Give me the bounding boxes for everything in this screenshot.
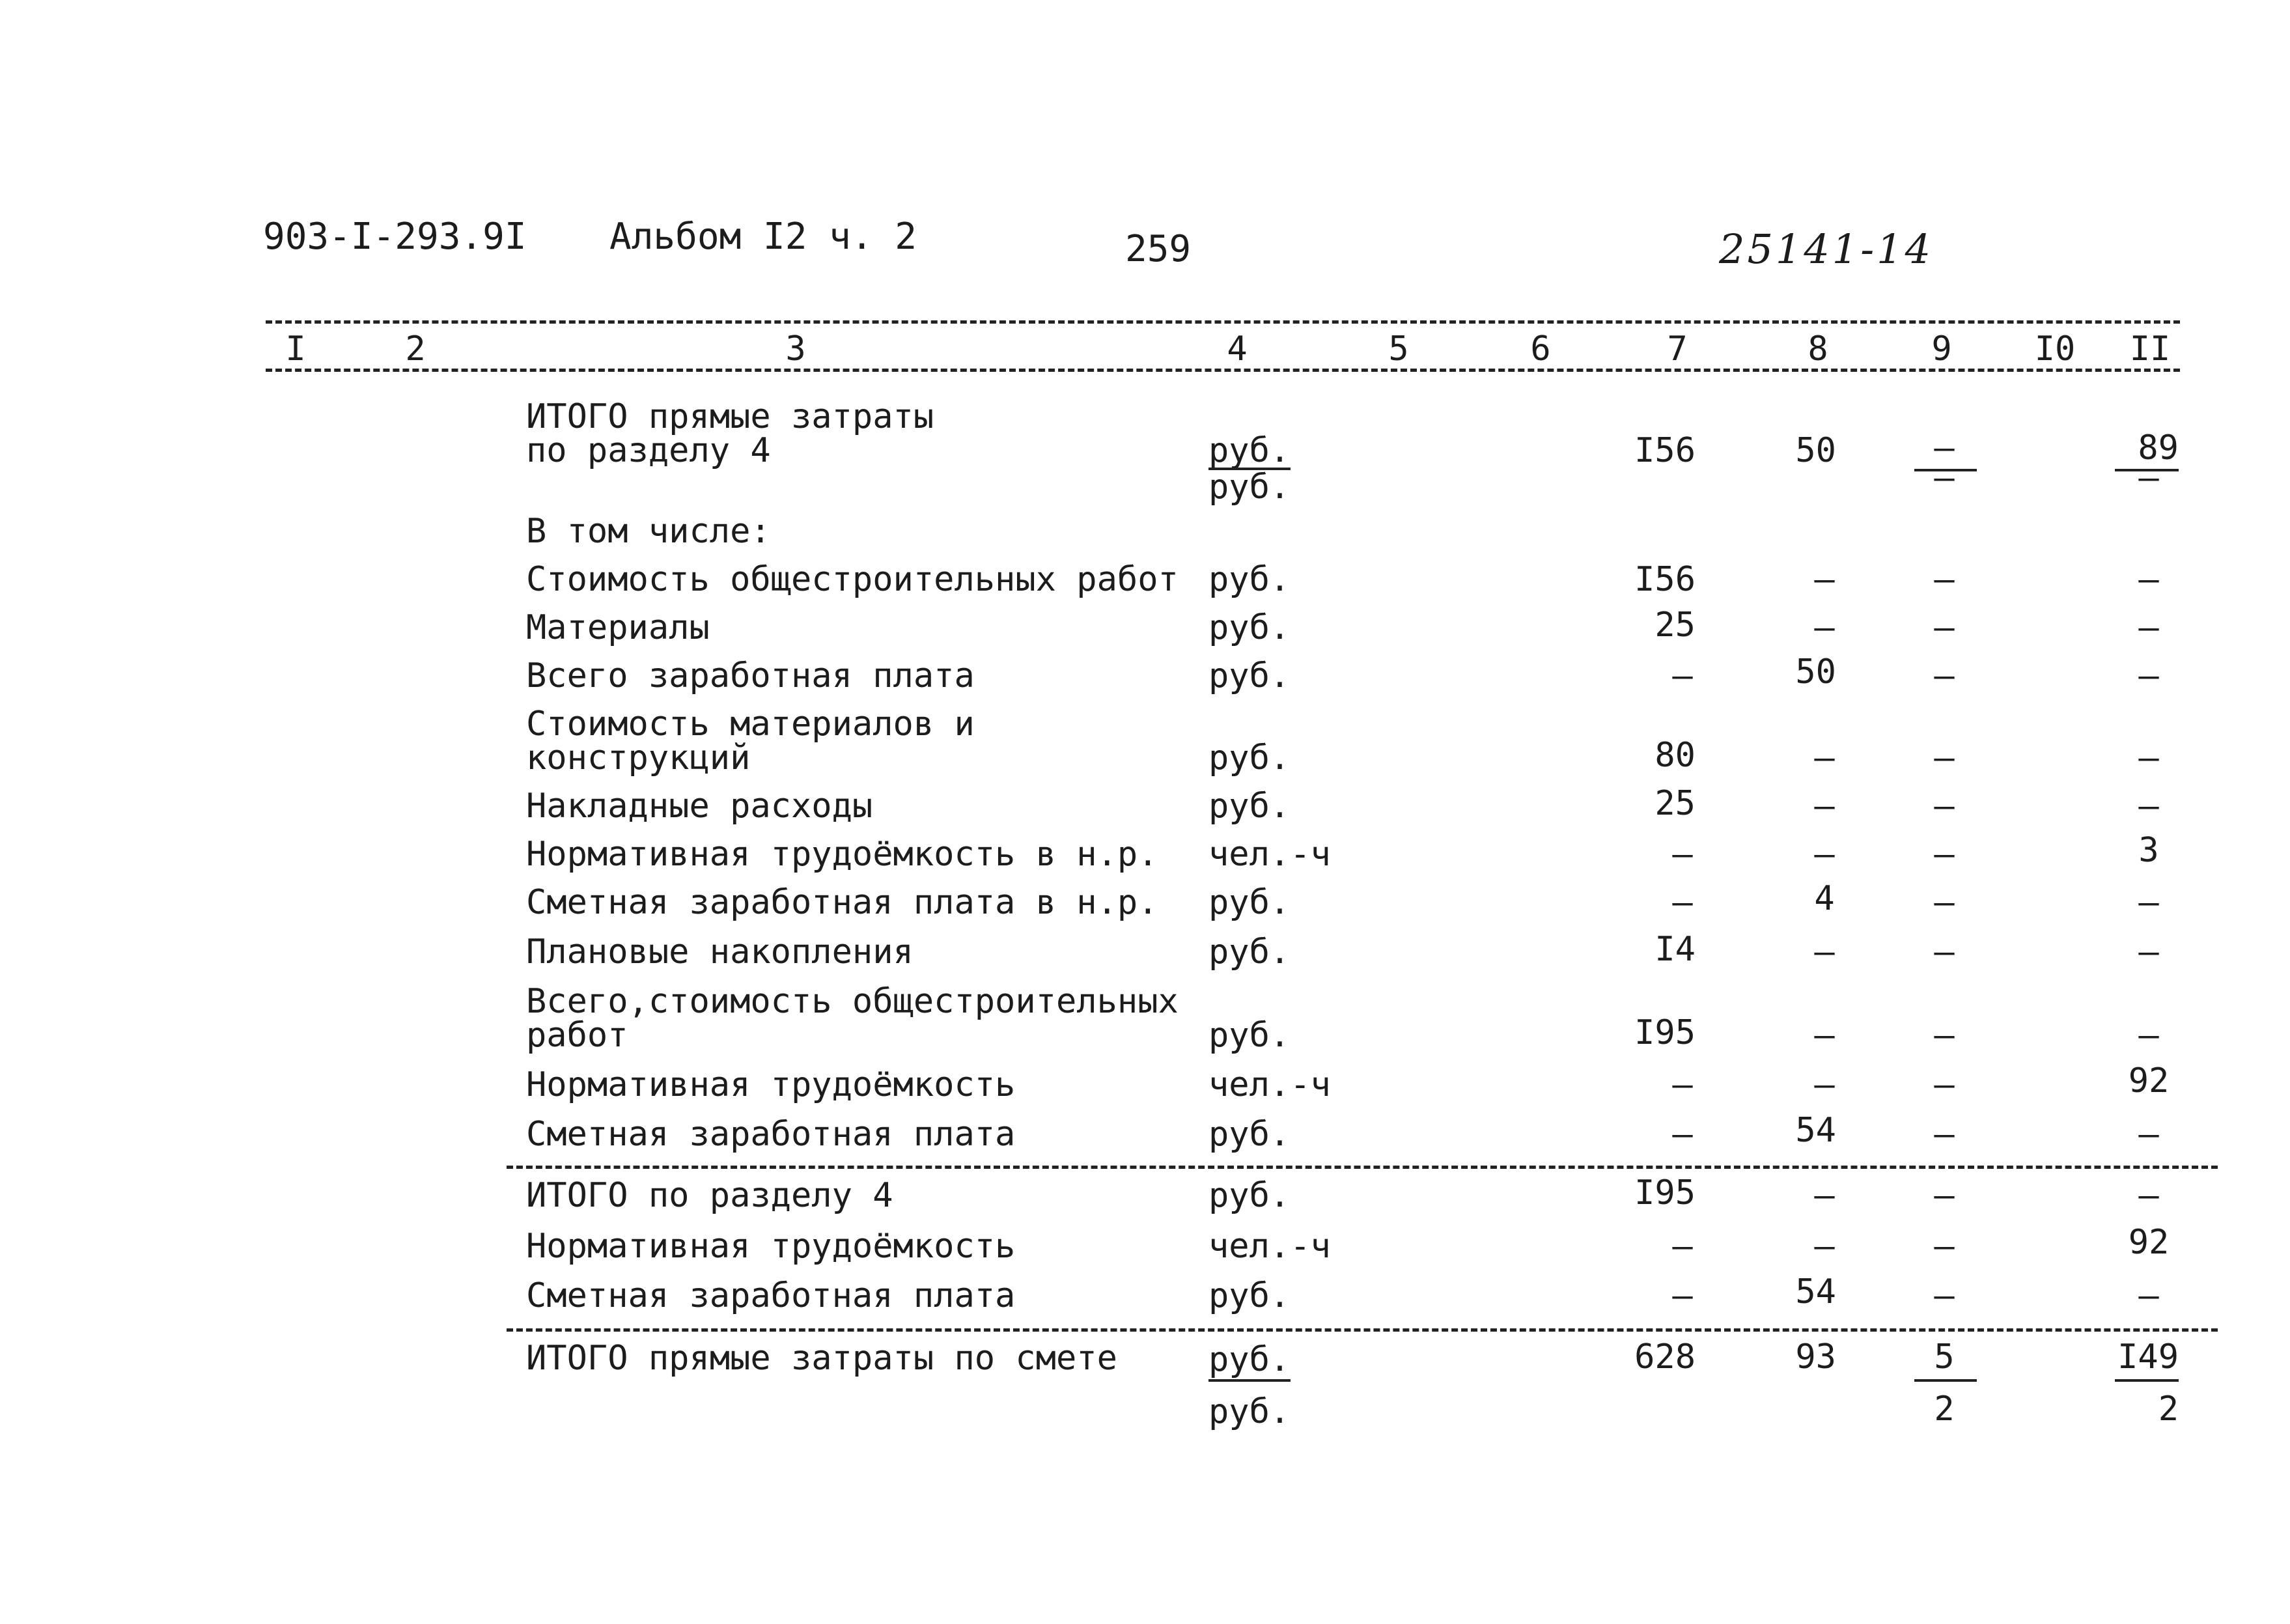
- cell-col11: –: [2138, 656, 2159, 695]
- row-name-line: Сметная заработная плата: [526, 1115, 1016, 1154]
- cell-col8: –: [1814, 1227, 1835, 1266]
- cell-col11: –: [2138, 883, 2159, 922]
- cell-col9: –: [1934, 656, 1955, 695]
- column-header-9: 9: [1931, 329, 1952, 369]
- cell-col9: –: [1934, 932, 1955, 972]
- row-unit-denominator: руб.: [1208, 1392, 1291, 1431]
- cell-col11-denominator: 2: [2158, 1390, 2179, 1429]
- cell-col9: –: [1934, 1065, 1955, 1104]
- handwritten-reference: 25141-14: [1719, 225, 1934, 273]
- cell-col7: –: [1672, 883, 1693, 922]
- cell-col7: 628: [1634, 1337, 1696, 1377]
- cell-col9: –: [1934, 1176, 1955, 1215]
- row-name-line: ИТОГО прямые затраты: [526, 397, 934, 436]
- cell-col7: I56: [1634, 560, 1696, 599]
- fraction-line: [1914, 1379, 1977, 1382]
- cell-col9: –: [1934, 738, 1955, 777]
- row-unit: руб.: [1208, 932, 1291, 972]
- row-unit: руб.: [1208, 1016, 1291, 1055]
- row-name-line: Материалы: [526, 608, 710, 647]
- cell-col11: –: [2138, 560, 2159, 599]
- row-unit: руб.: [1208, 608, 1291, 647]
- row-unit: руб.: [1208, 656, 1291, 695]
- cell-col8: –: [1814, 738, 1835, 777]
- cell-col8: –: [1814, 560, 1835, 599]
- row-name-line: ИТОГО по разделу 4: [526, 1176, 893, 1215]
- row-name-line: Нормативная трудоёмкость в н.р.: [526, 835, 1158, 874]
- row-name-line: Стоимость общестроительных работ: [526, 560, 1179, 599]
- row-name-line: по разделу 4: [526, 431, 771, 470]
- cell-col7: –: [1672, 1065, 1693, 1104]
- row-unit: руб.: [1208, 1276, 1291, 1315]
- cell-col9: –: [1934, 883, 1955, 922]
- row-name-line: ИТОГО прямые затраты по смете: [526, 1339, 1117, 1378]
- cell-col9: –: [1934, 1115, 1955, 1154]
- cell-col11: –: [2138, 787, 2159, 826]
- header-top-rule: [266, 320, 2180, 324]
- column-header-5: 5: [1388, 329, 1409, 369]
- cell-col7: 25: [1655, 784, 1696, 823]
- row-name-line: Нормативная трудоёмкость: [526, 1227, 1016, 1266]
- cell-col9: –: [1934, 560, 1955, 599]
- row-unit: чел.-ч: [1208, 835, 1331, 874]
- cell-col7: I4: [1655, 930, 1696, 969]
- row-name-line: Всего,стоимость общестроительных: [526, 982, 1179, 1021]
- cell-col11: –: [2138, 1115, 2159, 1154]
- cell-col8: –: [1814, 787, 1835, 826]
- cell-col9: –: [1934, 835, 1955, 874]
- cell-col11: I49: [2117, 1337, 2179, 1377]
- column-header-8: 8: [1808, 329, 1828, 369]
- cell-col8: 50: [1795, 652, 1836, 692]
- cell-col8: –: [1814, 1016, 1835, 1055]
- row-name-line: В том числе:: [526, 512, 771, 551]
- row-name-line: Нормативная трудоёмкость: [526, 1065, 1016, 1104]
- fraction-line: [1208, 1379, 1291, 1382]
- cell-col7: 25: [1655, 606, 1696, 645]
- row-unit: руб.: [1208, 1340, 1291, 1379]
- row-unit: чел.-ч: [1208, 1227, 1331, 1266]
- cell-col7: –: [1672, 1115, 1693, 1154]
- cell-col7: I95: [1634, 1013, 1696, 1052]
- column-header-3: 3: [785, 329, 806, 369]
- column-header-2: 2: [405, 329, 426, 369]
- row-unit: чел.-ч: [1208, 1065, 1331, 1104]
- cell-col9-denominator: –: [1934, 458, 1955, 497]
- cell-col8: 54: [1795, 1111, 1836, 1150]
- row-name-line: Стоимость материалов и: [526, 705, 975, 744]
- cell-col11-denominator: –: [2138, 458, 2159, 497]
- row-unit: руб.: [1208, 1115, 1291, 1154]
- section-separator: [507, 1328, 2218, 1332]
- cell-col11: 89: [2138, 428, 2179, 468]
- cell-col7: –: [1672, 835, 1693, 874]
- cell-col11: 92: [2128, 1223, 2170, 1262]
- cell-col7: –: [1672, 1227, 1693, 1266]
- cell-col11: –: [2138, 1276, 2159, 1315]
- cell-col8: –: [1814, 1176, 1835, 1215]
- cell-col11: –: [2138, 608, 2159, 647]
- cell-col9: –: [1934, 787, 1955, 826]
- row-unit: руб.: [1208, 883, 1291, 922]
- column-header-1: I: [285, 329, 306, 369]
- column-header-4: 4: [1227, 329, 1248, 369]
- cell-col9: –: [1934, 1016, 1955, 1055]
- cell-col8: 4: [1814, 879, 1835, 918]
- row-name-line: Сметная заработная плата в н.р.: [526, 883, 1158, 922]
- cell-col8: –: [1814, 932, 1835, 972]
- cell-col9-denominator: 2: [1934, 1390, 1955, 1429]
- cell-col9: –: [1934, 1227, 1955, 1266]
- cell-col7: I56: [1634, 431, 1696, 470]
- cell-col8: 93: [1795, 1337, 1836, 1377]
- header-bottom-rule: [266, 369, 2180, 372]
- cell-col7: –: [1672, 1276, 1693, 1315]
- page-number: 259: [1125, 228, 1192, 270]
- cell-col11: –: [2138, 1176, 2159, 1215]
- section-separator: [507, 1166, 2218, 1169]
- row-unit: руб.: [1208, 738, 1291, 777]
- row-name-line: Накладные расходы: [526, 787, 873, 826]
- fraction-line: [2115, 1379, 2179, 1382]
- column-header-10: I0: [2034, 329, 2076, 369]
- cell-col11: –: [2138, 932, 2159, 972]
- cell-col8: –: [1814, 1065, 1835, 1104]
- row-unit: руб.: [1208, 560, 1291, 599]
- row-unit: руб.: [1208, 787, 1291, 826]
- row-name-line: конструкций: [526, 738, 751, 777]
- cell-col7: 80: [1655, 736, 1696, 775]
- cell-col7: –: [1672, 656, 1693, 695]
- cell-col11: –: [2138, 738, 2159, 777]
- cell-col7: I95: [1634, 1173, 1696, 1212]
- cell-col9: –: [1934, 428, 1955, 468]
- row-name-line: Плановые накопления: [526, 932, 914, 972]
- cell-col11: –: [2138, 1016, 2159, 1055]
- row-unit-denominator: руб.: [1208, 468, 1291, 507]
- cell-col9: –: [1934, 1276, 1955, 1315]
- row-name-line: работ: [526, 1016, 628, 1055]
- row-name-line: Всего заработная плата: [526, 656, 975, 695]
- cell-col11: 92: [2128, 1061, 2170, 1100]
- column-header-7: 7: [1667, 329, 1688, 369]
- cell-col8: 50: [1795, 431, 1836, 470]
- row-unit: руб.: [1208, 1176, 1291, 1215]
- album-label: Альбом I2 ч. 2: [609, 216, 917, 258]
- row-name-line: Сметная заработная плата: [526, 1276, 1016, 1315]
- cell-col11: 3: [2138, 831, 2159, 870]
- cell-col9: –: [1934, 608, 1955, 647]
- row-unit: руб.: [1208, 431, 1291, 470]
- cell-col9: 5: [1934, 1337, 1955, 1377]
- cell-col8: 54: [1795, 1272, 1836, 1311]
- cell-col8: –: [1814, 835, 1835, 874]
- column-header-11: II: [2129, 329, 2171, 369]
- column-header-6: 6: [1530, 329, 1551, 369]
- cell-col8: –: [1814, 608, 1835, 647]
- doc-code: 903-I-293.9I: [263, 216, 527, 258]
